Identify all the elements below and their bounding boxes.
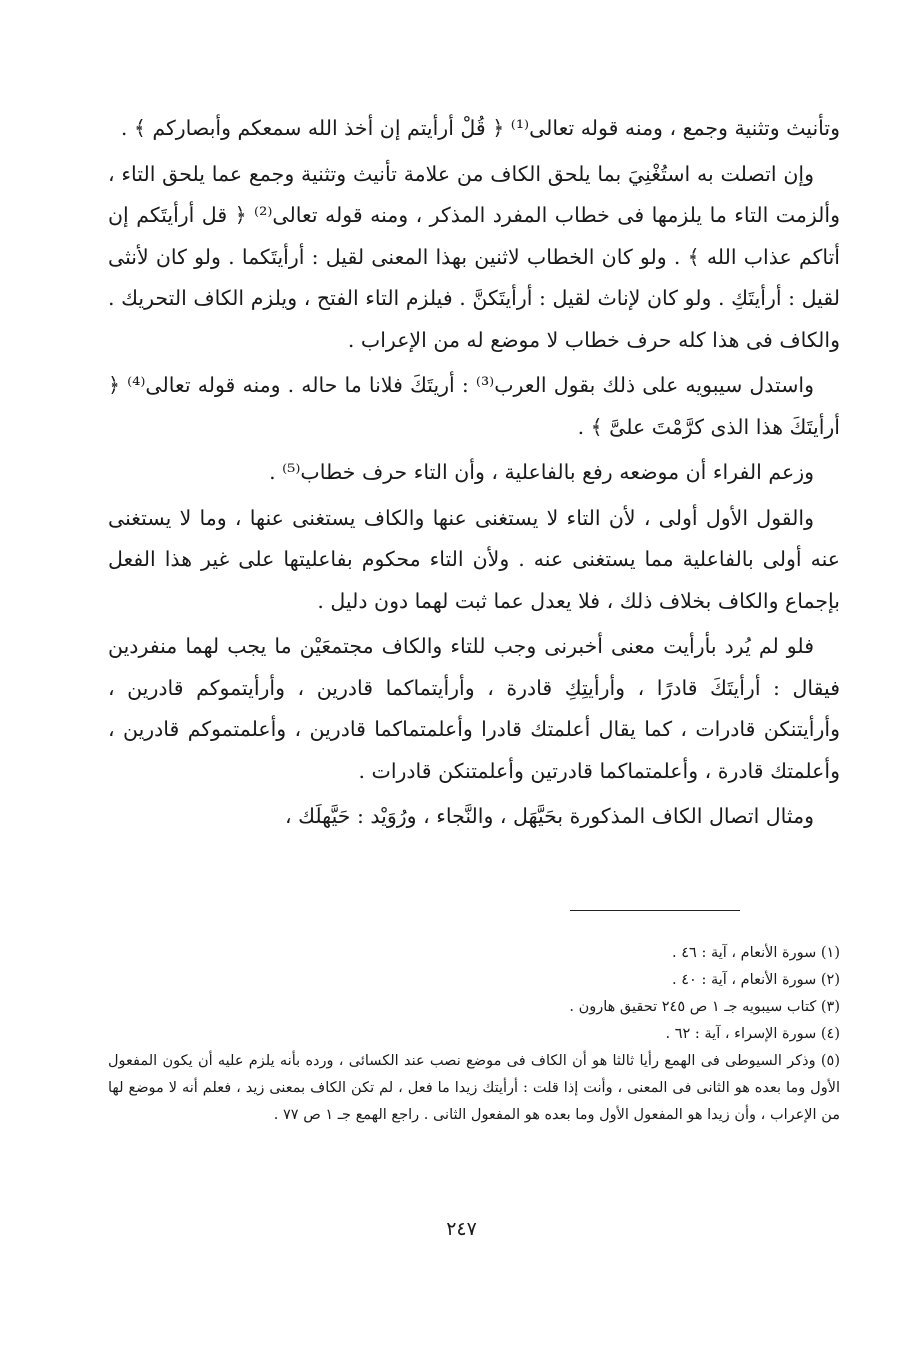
page-body [108,108,840,842]
paragraph-3: واستدل سيبويه على ذلك بقول العرب⁽³⁾ : أريتَكَ فلانا ما حاله . ومنه قوله تعالى⁽⁴⁾ ﴿ أرأيتَكَ هذا الذى كرَّمْتَ علىَّ ﴾ . [108,373,840,439]
footnote-5: (٥) وذكر السيوطى فى الهمع رأيا ثالثا هو أن الكاف فى موضع نصب عند الكسائى ، ورده بأنه يلزم عليه أن يكون المفعول الأول وما بعده هو الثانى فى المعنى ، وأنت إذا قلت : أرأيتك زيدا ما فعل ، لم تكن الكاف بمعنى زيد ، فعلم أنه لا موضع لها من الإعراب ، وأن زيدا هو المفعول الأول وما بعده هو المفعول الثانى . راجع الهمع جـ ١ ص ٧٧ . [108,1053,840,1123]
footnote-2: (٢) سورة الأنعام ، آية : ٤٠ . [672,972,840,988]
paragraph-6: فلو لم يُرد بأرأيت معنى أخبرنى وجب للتاء والكاف مجتمعَيْن ما يجب لهما منفردين فيقال : أرأيتَكَ قادرًا ، وأرأيتِكِ قادرة ، وأرأيتماكما قادرين ، وأرأيتموكم قادرين ، وأرأيتنكن قادرات ، كما يقال أعلمتك قادرا وأعلمتماكما قادرين ، وأعلمتموكم قادرين ، وأعلمتك قادرة ، وأعلمتماكما قادرتين وأعلمتنكن قادرات . [108,634,840,783]
footnote-4: (٤) سورة الإسراء ، آية : ٦٢ . [665,1026,840,1042]
paragraph-5: والقول الأول أولى ، لأن التاء لا يستغنى عنها والكاف يستغنى عنها ، وما لا يستغنى عنه أولى بالفاعلية مما يستغنى عنه . ولأن التاء محكوم بفاعليتها على غير هذا الفعل بإجماع والكاف بخلاف ذلك ، فلا يعدل عما ثبت لهما دون دليل . [108,505,840,613]
paragraph-2: وإن اتصلت به استُغْنِيَ بما يلحق الكاف من علامة تأنيث وتثنية وجمع عما يلحق التاء ، وألزمت التاء ما يلزمها فى خطاب المفرد المذكر ، ومنه قوله تعالى⁽²⁾ ﴿ قل أرأيتَكم إن أتاكم عذاب الله ﴾ . ولو كان الخطاب لاثنين بهذا المعنى لقيل : أرأيتَكما . ولو كان لأنثى لقيل : أرأيتَكِ . ولو كان لإناث لقيل : أرأيتَكنَّ . فيلزم التاء الفتح ، ويلزم الكاف التحريك . والكاف فى هذا كله حرف خطاب لا موضع له من الإعراب . [108,161,840,352]
footnote-separator [570,910,740,911]
paragraph-7: ومثال اتصال الكاف المذكورة بحَيَّهَل ، والنَّجاء ، ورُوَيْد : حَيَّهلَك ، [284,804,814,828]
footnote-3: (٣) كتاب سيبويه جـ ١ ص ٢٤٥ تحقيق هارون . [569,999,840,1015]
footnote-1: (١) سورة الأنعام ، آية : ٤٦ . [672,945,840,961]
page-number: ٢٤٧ [446,1218,477,1240]
main-text [108,108,840,838]
footnotes [108,940,840,1129]
paragraph-4: وزعم الفراء أن موضعه رفع بالفاعلية ، وأن التاء حرف خطاب⁽⁵⁾ . [269,460,814,484]
paragraph-1: وتأنيث وتثنية وجمع ، ومنه قوله تعالى⁽¹⁾ ﴿ قُلْ أرأيتم إن أخذ الله سمعكم وأبصاركم ﴾ . [120,116,840,140]
